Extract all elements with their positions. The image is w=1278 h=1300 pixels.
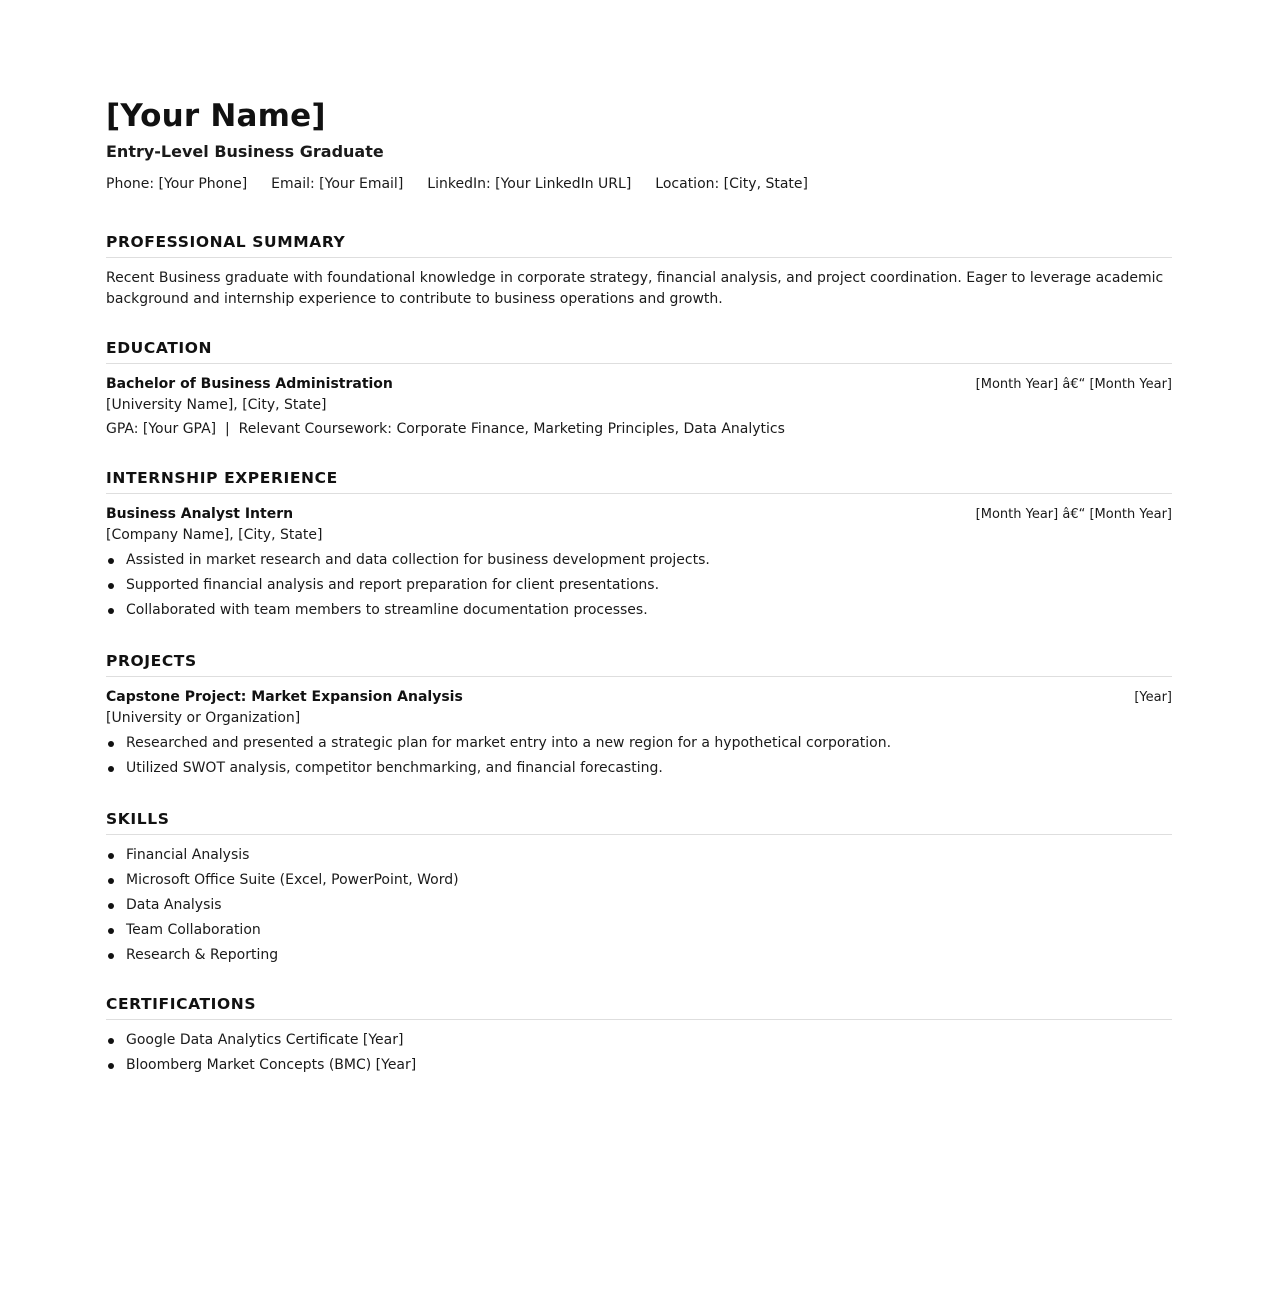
skills-list [106,843,1172,968]
role-title: Business Analyst Intern [106,506,294,522]
resume-header [106,96,1172,194]
education-entry [106,374,1172,440]
contact-location: Location: [City, State] [655,176,808,192]
experience-bullets [106,548,1172,623]
school-location: [University Name], [City, State] [106,397,327,413]
list-item: Collaborated with team members to streamline documentation processes. [106,598,1172,623]
project-entry [106,687,1172,781]
list-item: Financial Analysis [106,843,1172,868]
list-item: Assisted in market research and data collection for business development projects. [106,548,1172,573]
contact-email: Email: [Your Email] [271,176,404,192]
contact-line [106,174,1172,194]
project-bullets [106,731,1172,781]
section-heading: PROJECTS [106,651,1172,677]
degree-title: Bachelor of Business Administration [106,376,393,392]
list-item: Supported financial analysis and report preparation for client presentations. [106,573,1172,598]
experience-entry [106,504,1172,623]
list-item: Data Analysis [106,893,1172,918]
section-education [106,338,1172,440]
experience-dates: [Month Year] â€“ [Month Year] [975,507,1172,522]
project-org: [University or Organization] [106,710,301,726]
summary-text: Recent Business graduate with foundational knowledge in corporate strategy, financial analysis, and project coordination. Eager to leverage academic background and internship experience to contribute to business operations and growth. [106,270,1164,307]
list-item: Bloomberg Market Concepts (BMC) [Year] [106,1053,1172,1078]
contact-linkedin: LinkedIn: [Your LinkedIn URL] [427,176,632,192]
education-details: GPA: [Your GPA] | Relevant Coursework: Corporate Finance, Marketing Principles, Data Analytics [106,421,785,437]
list-item: Researched and presented a strategic plan for market entry into a new region for a hypothetical corporation. [106,731,1172,756]
list-item: Microsoft Office Suite (Excel, PowerPoint, Word) [106,868,1172,893]
section-projects [106,651,1172,781]
candidate-title: Entry-Level Business Graduate [106,142,384,161]
contact-phone: Phone: [Your Phone] [106,176,248,192]
section-heading: PROFESSIONAL SUMMARY [106,232,1172,258]
project-date: [Year] [1134,690,1172,705]
list-item: Utilized SWOT analysis, competitor benchmarking, and financial forecasting. [106,756,1172,781]
list-item: Research & Reporting [106,943,1172,968]
section-skills [106,809,1172,968]
section-certifications [106,994,1172,1078]
list-item: Team Collaboration [106,918,1172,943]
section-experience [106,468,1172,623]
section-summary [106,232,1172,310]
certifications-list [106,1028,1172,1078]
education-dates: [Month Year] â€“ [Month Year] [975,377,1172,392]
section-heading: EDUCATION [106,338,1172,364]
section-heading: INTERNSHIP EXPERIENCE [106,468,1172,494]
section-heading: CERTIFICATIONS [106,994,1172,1020]
list-item: Google Data Analytics Certificate [Year] [106,1028,1172,1053]
candidate-name: [Your Name] [106,98,326,134]
project-title: Capstone Project: Market Expansion Analysis [106,689,463,705]
section-heading: SKILLS [106,809,1172,835]
resume [106,96,1172,194]
company-location: [Company Name], [City, State] [106,527,323,543]
